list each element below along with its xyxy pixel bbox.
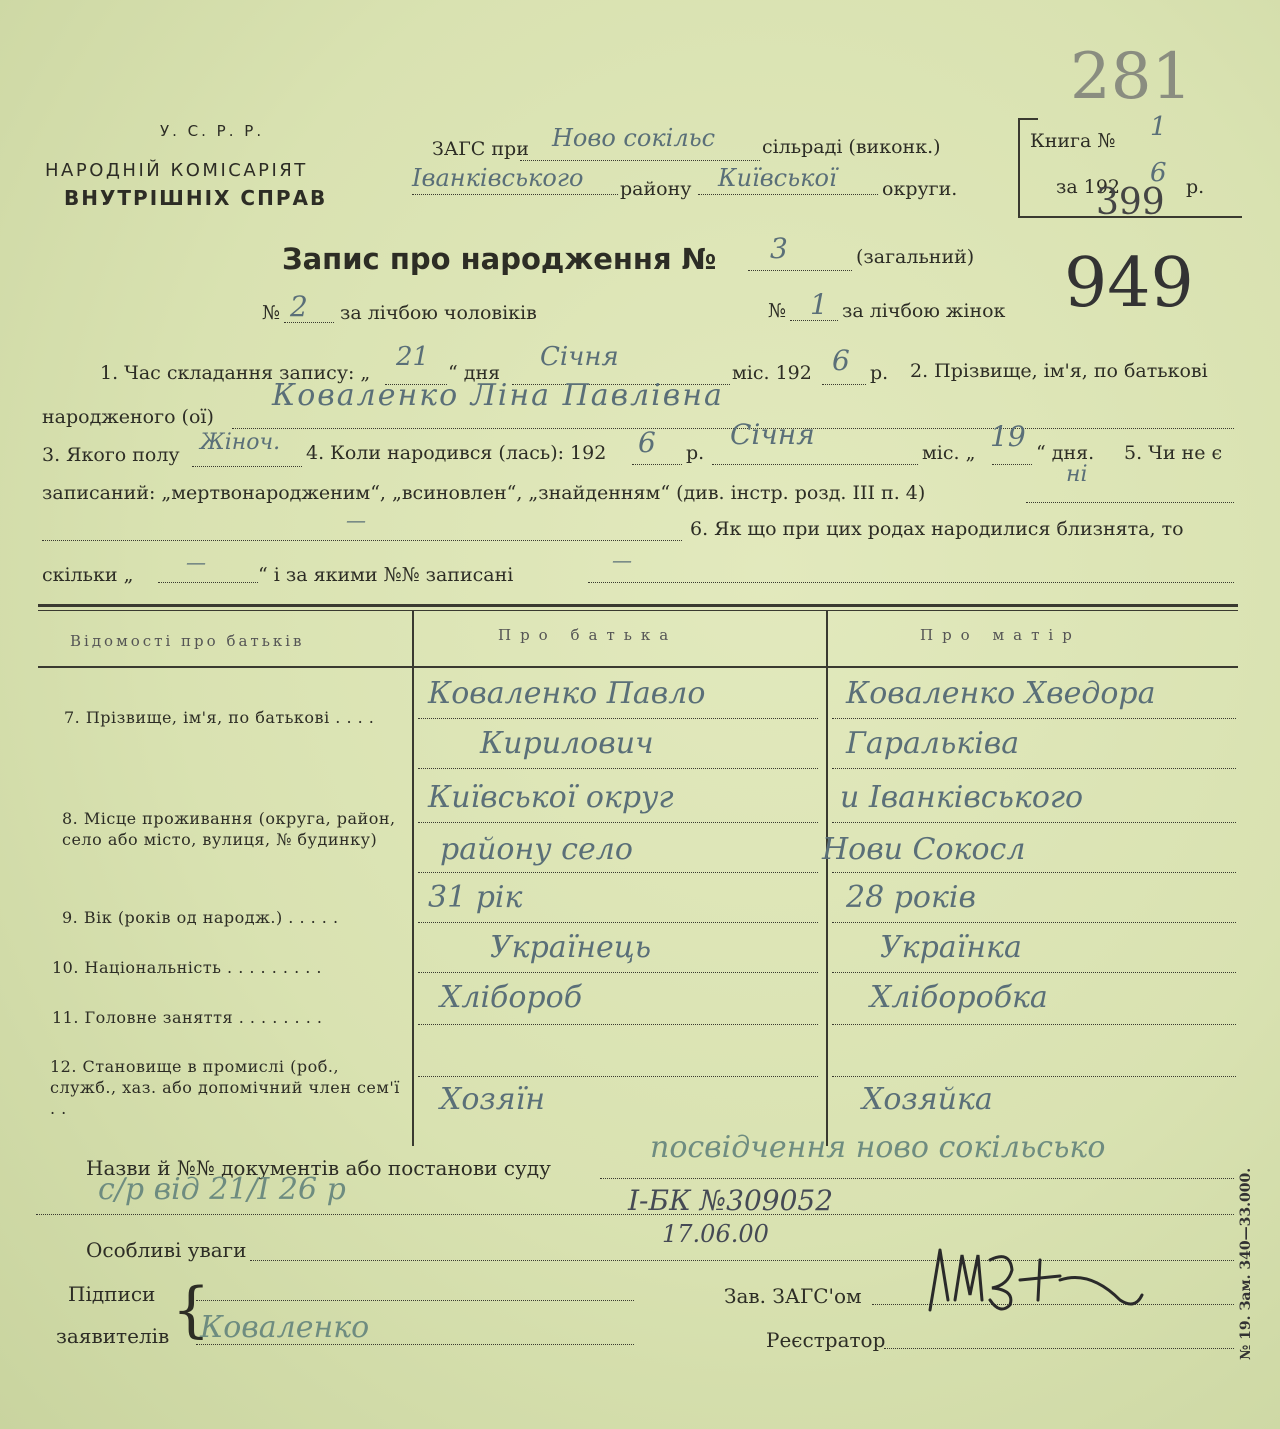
record-number-suffix: (загальний): [856, 246, 975, 268]
official-signature: [920, 1240, 1160, 1320]
female-label: за лічбою жінок: [842, 300, 1006, 322]
registrar-line: [884, 1348, 1234, 1349]
book-value: 1: [1150, 112, 1167, 142]
row9-label: 9. Вік (років од народж.) . . . . .: [62, 908, 339, 927]
f3-line: [192, 466, 302, 467]
row8-mother-value1: и Іванківського: [840, 780, 1084, 815]
table-header-mother: Про матір: [920, 626, 1081, 644]
row8-label: 8. Місце проживання (округа, район, село або місто, вулиця, № будинку): [62, 809, 396, 849]
row7-father-line2: [418, 768, 818, 769]
year-value: 6: [1150, 158, 1167, 188]
row8-mother-line1: [832, 822, 1236, 823]
side-print: № 19. Зам. 340—33.000.: [1238, 1167, 1254, 1360]
f4-day: 19: [990, 420, 1026, 453]
okruha-value: Київської: [718, 164, 837, 192]
row11-mother-value: Хліборобка: [870, 980, 1048, 1015]
row9-mother-line: [832, 922, 1236, 923]
signatures-label1: Підписи: [68, 1282, 156, 1306]
row11-father-line: [418, 1024, 818, 1025]
f4-month: Січня: [730, 418, 815, 451]
row8-father-line2: [418, 872, 818, 873]
row10-father-value: Українець: [490, 930, 652, 965]
row12-father-line1: [418, 1076, 818, 1077]
f1-year: 6: [832, 344, 850, 377]
row8-mother-value2: Нови Сокосл: [822, 832, 1026, 867]
f5-label: 5. Чи не є: [1124, 442, 1223, 464]
f4-month-line: [712, 464, 918, 465]
table-header-rule: [38, 666, 1238, 668]
record-title: Запис про народження №: [282, 242, 717, 276]
f1-mis: міс. 192: [732, 362, 812, 384]
corner-number: 281: [1070, 40, 1193, 114]
f6-value2: —: [612, 548, 632, 572]
raion-label: району: [620, 178, 692, 200]
row7-mother-line1: [832, 718, 1236, 719]
f6-label: 6. Як що при цих родах народилися близнята, то: [690, 518, 1184, 540]
f1-day: 21: [396, 342, 430, 372]
f4-label: 4. Коли народився (лась): 192: [306, 442, 607, 464]
row7-mother-value2: Гаральківа: [846, 726, 1020, 761]
female-no-label: №: [768, 300, 786, 322]
okruha-line: [698, 194, 878, 195]
docs-line1: [600, 1178, 1234, 1179]
table-top-rule2: [38, 610, 1238, 611]
table-col-divider-1: [412, 610, 414, 1146]
row10-mother-line: [832, 972, 1236, 973]
row12-father-value: Хозяїн: [440, 1082, 545, 1117]
row9-mother-value: 28 років: [846, 880, 976, 915]
table-top-rule: [38, 604, 1238, 607]
docs-value3: І-БК №309052: [628, 1184, 834, 1217]
docs-value2: с/р від 21/І 26 р: [98, 1172, 346, 1207]
book-label: Книга №: [1030, 130, 1116, 152]
f4-year: 6: [638, 426, 656, 459]
f4-day-suffix: “ дня.: [1036, 442, 1095, 464]
male-label: за лічбою чоловіків: [340, 302, 537, 324]
row7-label: 7. Прізвище, ім'я, по батькові . . . .: [64, 708, 375, 727]
book-box-top: [1018, 118, 1038, 120]
table-header-father: Про батька: [498, 626, 678, 644]
row7-mother-value1: Коваленко Хведора: [846, 676, 1156, 711]
f6-numbers-line: [588, 582, 1234, 583]
male-no-label: №: [262, 302, 280, 324]
row10-label: 10. Національність . . . . . . . . .: [52, 958, 322, 977]
f5-label2: записаний: „мертвонародженим“, „всиновлен“, „знайденням“ (див. інстр. розд. ІІІ п. 4): [42, 482, 926, 504]
corner-number2: 399: [1096, 182, 1165, 223]
row10-mother-value: Українка: [880, 930, 1022, 965]
year-suffix: р.: [1186, 176, 1205, 198]
f1-r: р.: [870, 362, 889, 384]
record-number-line: [748, 270, 852, 271]
docs-value4: 17.06.00: [662, 1220, 769, 1248]
registrar-label: Реєстратор: [766, 1328, 886, 1352]
f5-dash: —: [346, 508, 366, 532]
f2-label2: народженого (ої): [42, 406, 214, 428]
row8-mother-line2: [832, 872, 1236, 873]
signatures-label2: заявителів: [56, 1324, 170, 1348]
row10-father-line: [418, 972, 818, 973]
row8-father-value1: Київської округ: [428, 780, 674, 815]
republic-label: У. С. Р. Р.: [160, 122, 265, 140]
f6-label2a: скільки „: [42, 564, 134, 586]
commissariat-line1: НАРОДНІЙ КОМІСАРІЯТ: [45, 160, 308, 181]
f2-value: Коваленко Ліна Павлівна: [272, 378, 724, 413]
f1-label: 1. Час складання запису: „: [100, 362, 371, 384]
f4-mis: міс. „: [922, 442, 976, 464]
table-col-divider-2: [826, 610, 828, 1146]
row12-label: 12. Становище в промислі (роб., служб., хаз. або допомічний член сем'ї . .: [50, 1057, 400, 1118]
table-header-info: Відомості про батьків: [70, 632, 305, 650]
row7-father-line1: [418, 718, 818, 719]
female-no-value: 1: [810, 288, 828, 321]
signature-line1: [196, 1300, 634, 1301]
f3-value: Жіноч.: [200, 430, 281, 455]
f1-month: Січня: [540, 342, 619, 372]
year-label: за 192: [1056, 176, 1120, 198]
row11-label: 11. Головне заняття . . . . . . . .: [52, 1008, 323, 1027]
zags-pri-value: Ново сокільс: [552, 124, 716, 152]
f1-day-suffix: “ дня: [448, 362, 501, 384]
row11-father-value: Хлібороб: [440, 980, 583, 1015]
f5-continuation-line: [42, 540, 682, 541]
row9-father-value: 31 рік: [428, 880, 523, 915]
row7-father-value2: Кирилович: [480, 726, 654, 761]
row8-father-value2: району село: [440, 832, 633, 867]
raion-value: Іванківського: [412, 164, 584, 192]
row9-father-line: [418, 922, 818, 923]
row11-mother-line: [832, 1024, 1236, 1025]
record-number: 3: [770, 232, 788, 265]
row8-father-line1: [418, 822, 818, 823]
f4-day-line: [992, 464, 1032, 465]
docs-value1: посвідчення ново сокільсько: [650, 1130, 1106, 1165]
notes-label: Особливі уваги: [86, 1238, 247, 1262]
row12-mother-line1: [832, 1076, 1236, 1077]
f5-value: ні: [1066, 462, 1088, 487]
f3-label: 3. Якого полу: [42, 444, 180, 466]
f5-line: [1026, 502, 1234, 503]
head-label: Зав. ЗАГС'ом: [724, 1284, 862, 1308]
zags-pri-label: ЗАГС при: [432, 138, 529, 160]
f2-label: 2. Прізвище, ім'я, по батькові: [910, 360, 1208, 382]
row7-father-value1: Коваленко Павло: [428, 676, 706, 711]
silradi-label: сільраді (виконк.): [762, 136, 941, 158]
row12-mother-value: Хозяйка: [862, 1082, 993, 1117]
f6-label2b: “ і за якими №№ записані: [258, 564, 514, 586]
f6-count-line: [158, 582, 258, 583]
book-box-left: [1018, 118, 1020, 218]
signatures-brace: {: [172, 1275, 211, 1345]
row7-mother-line2: [832, 768, 1236, 769]
signature-value: Коваленко: [200, 1310, 370, 1345]
raion-line: [412, 194, 618, 195]
okruha-label: округи.: [882, 178, 958, 200]
f4-r: р.: [686, 442, 705, 464]
commissariat-line2: ВНУТРІШНІХ СПРАВ: [64, 186, 328, 210]
male-no-value: 2: [290, 290, 308, 323]
corner-number3: 949: [1064, 244, 1194, 323]
f4-year-line: [632, 464, 682, 465]
zags-pri-line: [520, 160, 760, 161]
f1-year-line: [822, 384, 866, 385]
f6-value: —: [186, 550, 206, 574]
docs-label: Назви й №№ документів або постанови суду: [86, 1156, 551, 1180]
